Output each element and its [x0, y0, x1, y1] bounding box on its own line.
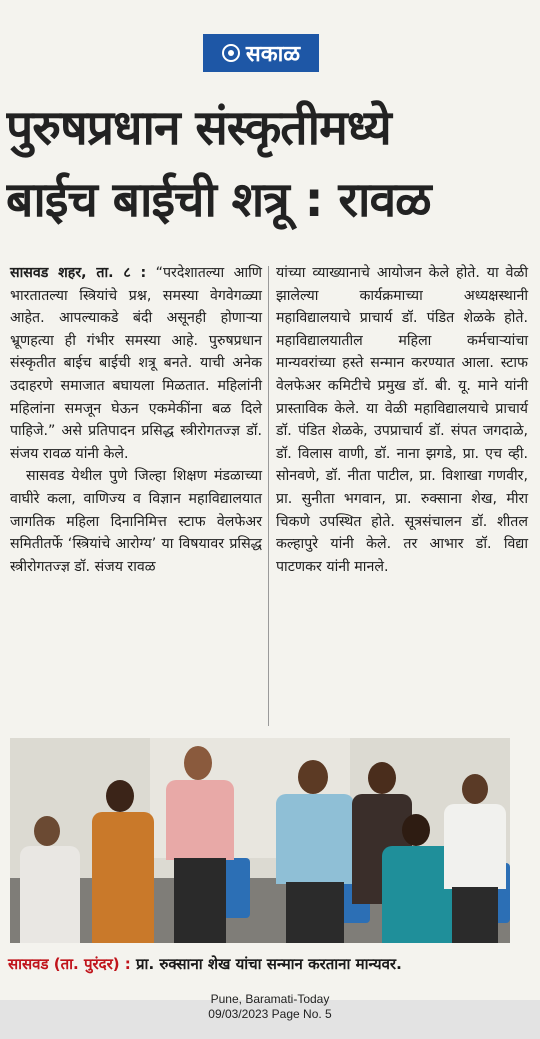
masthead-name: सकाळ [245, 42, 301, 67]
headline-line-1: पुरुषप्रधान संस्कृतीमध्ये [6, 100, 391, 156]
article-column-right [276, 262, 528, 578]
dateline: सासवड शहर, ता. ८ : [10, 265, 147, 281]
caption-place: सासवड (ता. पुरंदर) : [8, 955, 131, 973]
article-paragraph [10, 262, 262, 465]
article-paragraph: यांच्या व्याख्यानाचे आयोजन केले होते. या वेळी झालेल्या कार्यक्रमाच्या अध्यक्षस्थानी महाविद्यालयाचे प्राचार्य डॉ. पंडित शेळके होते. महाविद्यालयातील महिला कर्मचाऱ्यांचा मान्यवरांच्या हस्ते सन्मान करण्यात आला. स्टाफ वेलफेअर कमिटीचे प्रमुख डॉ. बी. यू. माने यांनी प्रास्ताविक केले. या वेळी महाविद्यालयाचे प्राचार्य डॉ. पंडित शेळके, उपप्राचार्य डॉ. संपत जगदाळे, डॉ. विलास वाणी, डॉ. नाना झगडे, प्रा. एच व्ही. सोनवणे, डॉ. नीता पाटील, प्रा. विशाखा गणवीर, प्रा. सुनीता भगवान, प्रा. रुक्साना शेख, मीरा चिकणे उपस्थित होते. सूत्रसंचालन डॉ. शीतल कल्हापुरे यांनी केले. तर आभार डॉ. विद्या पाटणकर यांनी मानले. [276, 265, 528, 575]
article-column-left [10, 262, 262, 578]
article-paragraph: सासवड येथील पुणे जिल्हा शिक्षण मंडळाच्या वाघीरे कला, वाणिज्य व विज्ञान महाविद्यालयात जागतिक महिला दिनानिमित्त स्टाफ वेलफेअर समितीतर्फे ‘स्त्रियांचे आरोग्य’ या विषयावर प्रसिद्ध स्त्रीरोगतज्ज्ञ डॉ. संजय रावळ [10, 468, 262, 575]
footer-source: Pune, Baramati-Today [210, 992, 330, 1006]
caption-text: प्रा. रुक्साना शेख यांचा सन्मान करताना मान्यवर. [130, 955, 402, 973]
footer-date-page: 09/03/2023 Page No. 5 [208, 1007, 332, 1021]
sakal-logo-icon [222, 44, 240, 62]
newspaper-masthead [203, 34, 319, 72]
article-headline [6, 92, 536, 236]
photo-caption [8, 954, 528, 974]
event-photo [10, 738, 510, 943]
column-divider [268, 266, 269, 726]
clipping-footer [0, 992, 540, 1022]
paragraph-text: “परदेशातल्या आणि भारतातल्या स्त्रियांचे प्रश्न, समस्या वेगवेगळ्या आहेत. आपल्याकडे बंदी असूनही होणाऱ्या भ्रूणहत्या ही गंभीर समस्या आहे. पुरुषप्रधान संस्कृतीत बाईच बाईची शत्रू बनते. याची अनेक उदाहरणे समाजात बघायला मिळतात. महिलांनी महिलांना समजून घेऊन एकमेकींना बळ दिले पाहिजे.” असे प्रतिपादन प्रसिद्ध स्त्रीरोगतज्ज्ञ डॉ. संजय रावळ यांनी केले. [10, 265, 263, 462]
headline-line-2: बाईच बाईची शत्रू : रावळ [6, 172, 431, 228]
